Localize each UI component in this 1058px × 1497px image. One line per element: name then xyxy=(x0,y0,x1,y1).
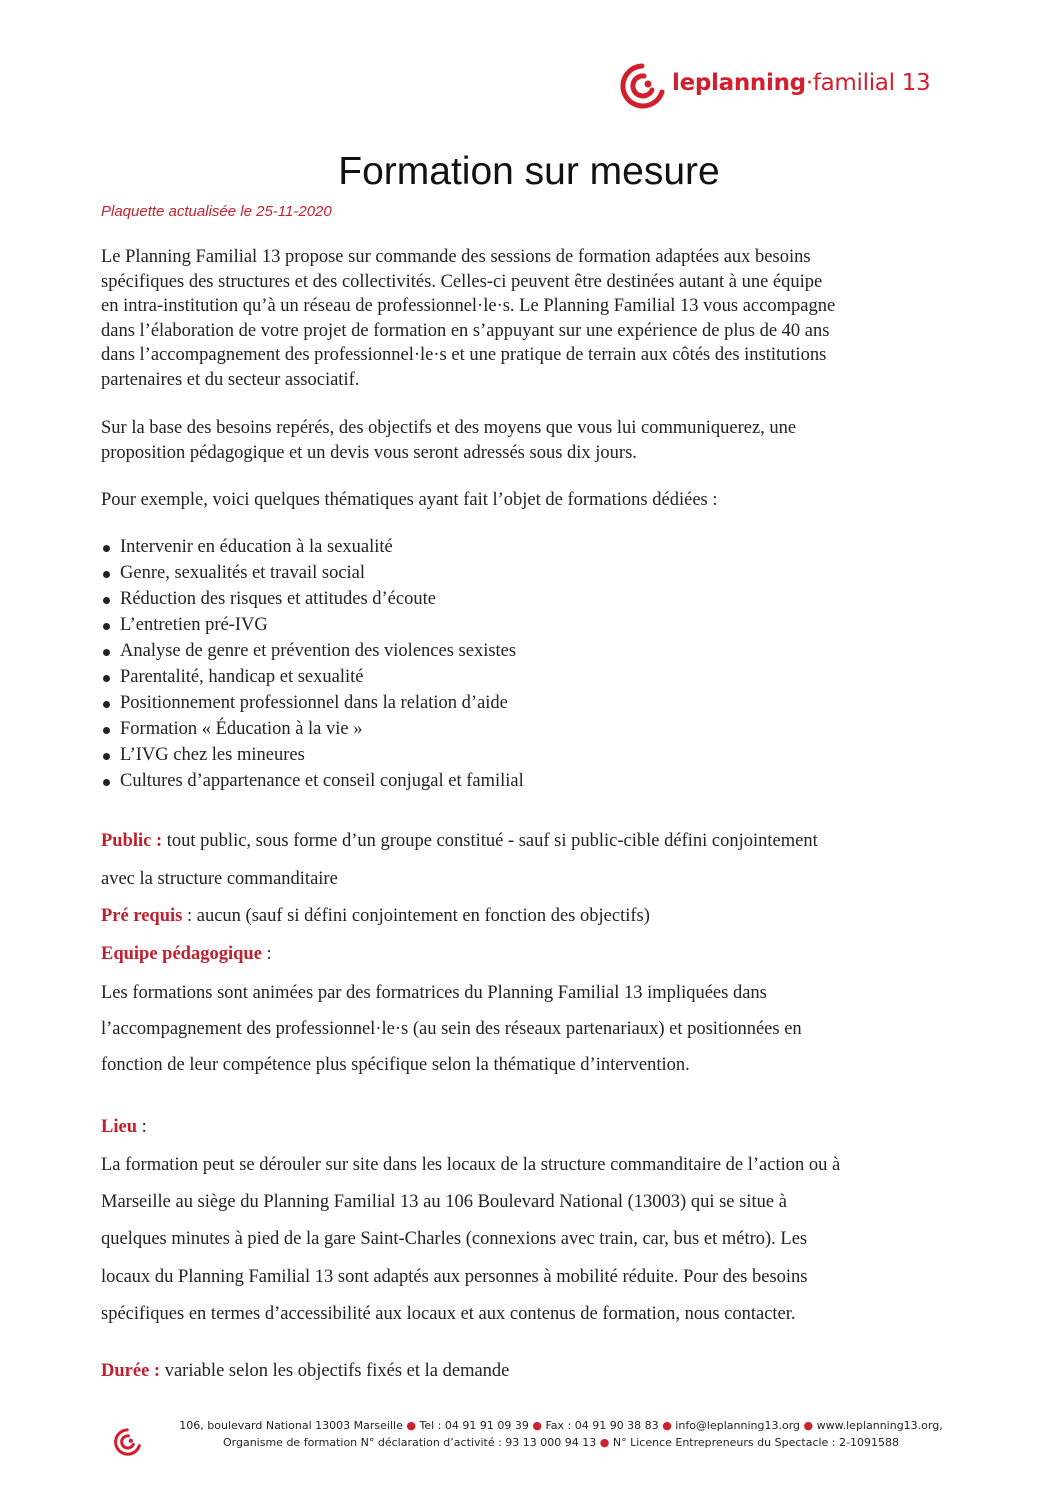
intro-line: dans l’accompagnement des professionnel·le·s et une pratique de terrain aux côtés des institutions xyxy=(101,345,827,365)
public-text: tout public, sous forme d’un groupe constitué - sauf si public-cible défini conjointement xyxy=(162,831,818,851)
bullet-icon xyxy=(103,753,110,760)
lieu-heading: Lieu : xyxy=(101,1117,147,1137)
logo-wordmark-bold: leplanning xyxy=(672,70,806,96)
public-text-continued: avec la structure commanditaire xyxy=(101,869,338,889)
list-item: Parentalité, handicap et sexualité xyxy=(101,664,524,690)
bullet-icon xyxy=(103,545,110,552)
bullet-icon xyxy=(103,675,110,682)
needs-line: proposition pédagogique et un devis vous seront adressés sous dix jours. xyxy=(101,442,637,463)
logo-wordmark-regular: familial 13 xyxy=(812,70,931,96)
prerequis-label: Pré requis xyxy=(101,906,183,926)
footer-training-declaration: Organisme de formation N° déclaration d’activité : 93 13 000 94 13 xyxy=(223,1436,597,1449)
lieu-line: La formation peut se dérouler sur site dans les locaux de la structure commanditaire de l’action ou à xyxy=(101,1155,841,1175)
lieu-line: spécifiques en termes d’accessibilité aux locaux et aux contenus de formation, nous contacter. xyxy=(101,1304,796,1324)
footer-contact xyxy=(171,1417,951,1451)
footer-email-link[interactable]: info@leplanning13.org xyxy=(675,1419,801,1432)
intro-line: en intra-institution qu’à un réseau de professionnel·le·s. Le Planning Familial 13 vous accompagne xyxy=(101,296,836,316)
bullet-icon xyxy=(103,597,110,604)
examples-intro: Pour exemple, voici quelques thématiques ayant fait l’objet de formations dédiées : xyxy=(101,490,718,510)
list-item: Analyse de genre et prévention des violences sexistes xyxy=(101,638,524,664)
footer xyxy=(101,1417,961,1477)
needs-line: Sur la base des besoins repérés, des objectifs et des moyens que vous lui communiquerez, une xyxy=(101,418,797,438)
needs-paragraph xyxy=(101,416,961,465)
prerequis-text: : aucun (sauf si défini conjointement en fonction des objectifs) xyxy=(182,906,650,926)
equipe-heading: Equipe pédagogique : xyxy=(101,944,272,964)
prerequis-section xyxy=(101,906,650,927)
bullet-icon xyxy=(103,649,110,656)
lieu-line: Marseille au siège du Planning Familial 13 au 106 Boulevard National (13003) qui se situe à xyxy=(101,1192,787,1212)
bullet-icon xyxy=(103,701,110,708)
footer-address: 106, boulevard National 13003 Marseille xyxy=(179,1419,403,1432)
equipe-line: l’accompagnement des professionnel·le·s (au sein des réseaux partenariaux) et positionnées en xyxy=(101,1019,802,1039)
footer-tel: Tel : 04 91 91 09 39 xyxy=(419,1419,529,1432)
footer-line-1: 106, boulevard National 13003 Marseille ● Tel : 04 91 91 09 39 ● Fax : 04 91 90 38 83 ● info@leplanning13.org ● www.leplanning13.org, xyxy=(179,1419,943,1432)
list-item: Genre, sexualités et travail social xyxy=(101,560,524,586)
list-item: Formation « Éducation à la vie » xyxy=(101,716,524,742)
equipe-line: fonction de leur compétence plus spécifique selon la thématique d’intervention. xyxy=(101,1055,690,1075)
themes-list xyxy=(101,534,524,794)
lieu-label: Lieu xyxy=(101,1117,137,1137)
list-item: Intervenir en éducation à la sexualité xyxy=(101,534,524,560)
logo xyxy=(612,62,972,110)
bullet-icon xyxy=(103,623,110,630)
planning-familial-logo-icon xyxy=(612,62,668,110)
public-section xyxy=(101,831,818,852)
intro-line: partenaires et du secteur associatif. xyxy=(101,369,360,390)
footer-licence: N° Licence Entrepreneurs du Spectacle : 2-1091588 xyxy=(612,1436,899,1449)
list-item: Cultures d’appartenance et conseil conjugal et familial xyxy=(101,768,524,794)
intro-line: spécifiques des structures et des collectivités. Celles-ci peuvent être destinées autant à une équipe xyxy=(101,271,823,292)
lieu-line: quelques minutes à pied de la gare Saint-Charles (connexions avec train, car, bus et métro). Les xyxy=(101,1229,808,1249)
bullet-icon xyxy=(103,571,110,578)
intro-line: dans l’élaboration de votre projet de formation en s’appuyant sur une expérience de plus de 40 ans xyxy=(101,320,830,341)
list-item: Réduction des risques et attitudes d’écoute xyxy=(101,586,524,612)
duree-section xyxy=(101,1361,509,1382)
equipe-label: Equipe pédagogique xyxy=(101,944,262,964)
bullet-icon xyxy=(103,727,110,734)
intro-paragraph xyxy=(101,245,961,392)
lieu-line: locaux du Planning Familial 13 sont adaptés aux personnes à mobilité réduite. Pour des besoins xyxy=(101,1267,808,1287)
footer-website-link[interactable]: www.leplanning13.org, xyxy=(816,1419,943,1432)
list-item: L’IVG chez les mineures xyxy=(101,742,524,768)
duree-text: variable selon les objectifs fixés et la demande xyxy=(160,1361,510,1381)
footer-fax: Fax : 04 91 90 38 83 xyxy=(545,1419,659,1432)
update-date: Plaquette actualisée le 25-11-2020 xyxy=(101,203,332,220)
logo-wordmark: leplanning·familial 13 xyxy=(672,70,931,96)
public-label: Public : xyxy=(101,831,163,851)
duree-label: Durée : xyxy=(101,1361,161,1381)
intro-line: Le Planning Familial 13 propose sur commande des sessions de formation adaptées aux besoins xyxy=(101,247,811,267)
page-title: Formation sur mesure xyxy=(338,150,720,193)
footer-line-2: Organisme de formation N° déclaration d’activité : 93 13 000 94 13 ● N° Licence Entrepreneurs du Spectacle : 2-1091588 xyxy=(223,1436,899,1449)
footer-logo-icon xyxy=(109,1425,143,1459)
list-item: Positionnement professionnel dans la relation d’aide xyxy=(101,690,524,716)
list-item: L’entretien pré-IVG xyxy=(101,612,524,638)
bullet-icon xyxy=(103,779,110,786)
equipe-line: Les formations sont animées par des formatrices du Planning Familial 13 impliquées dans xyxy=(101,983,767,1003)
